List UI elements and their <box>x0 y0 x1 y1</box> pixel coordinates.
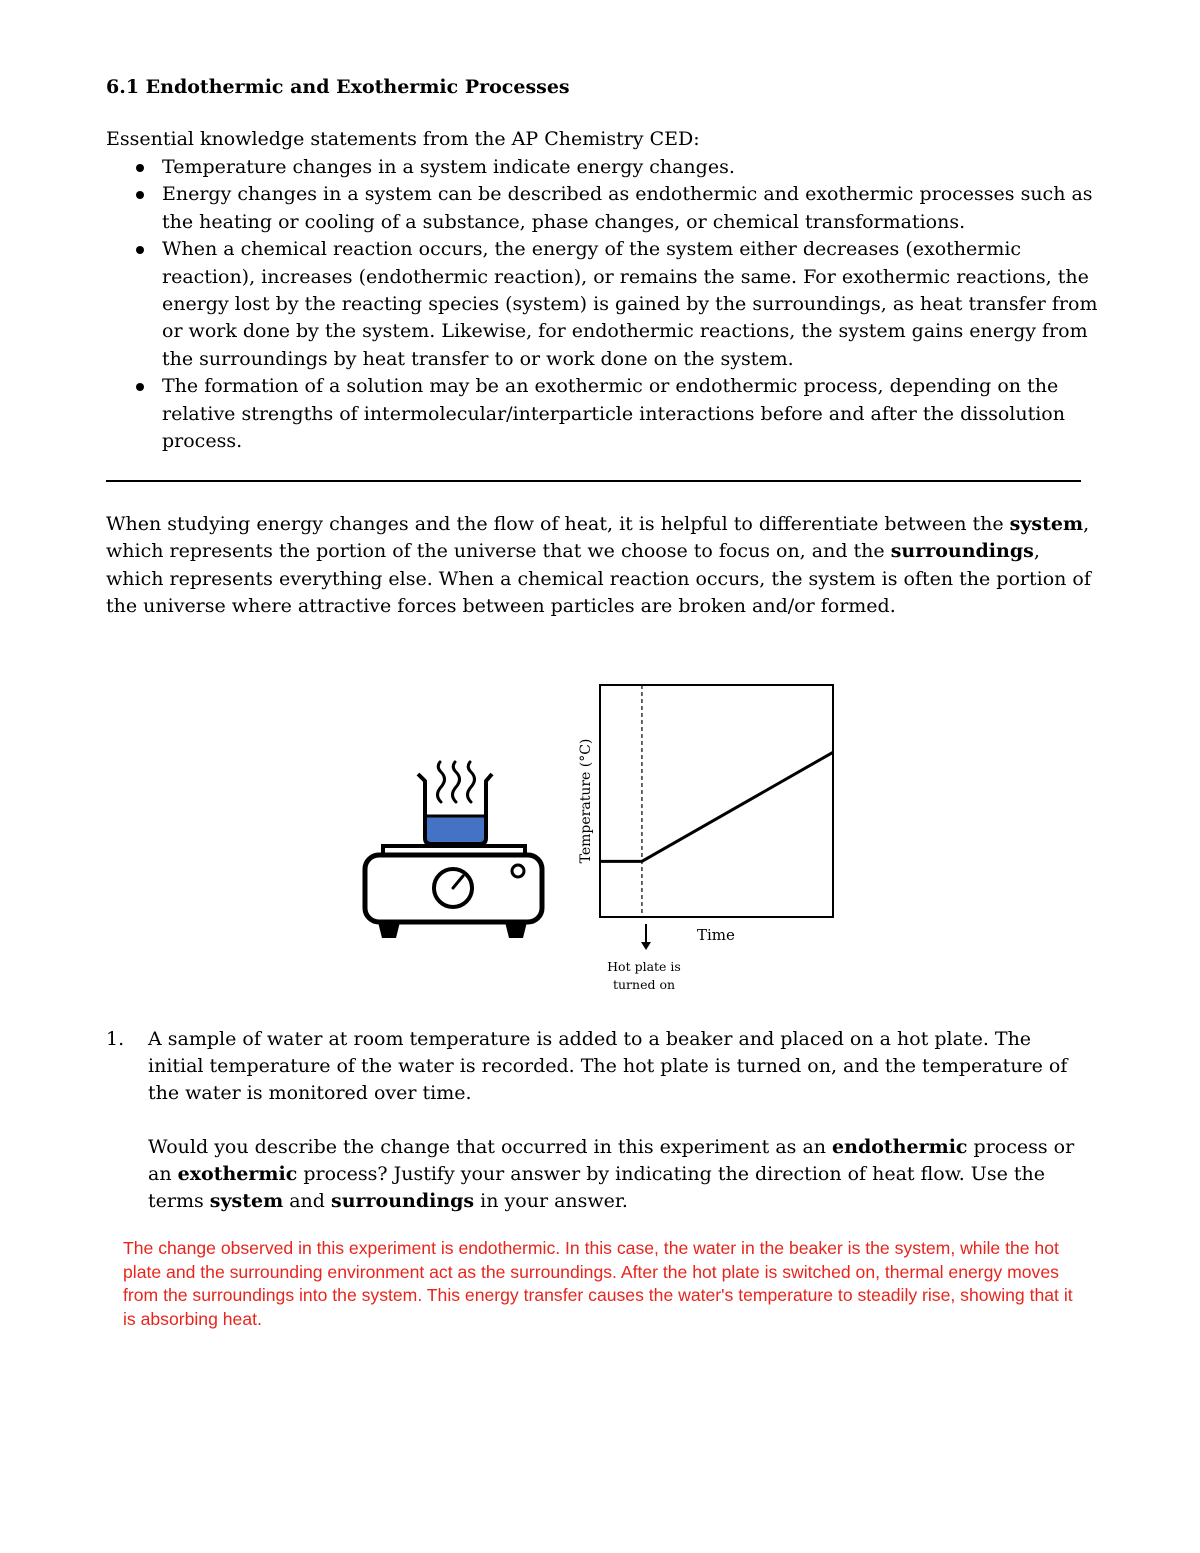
y-axis-label: Temperature (°C) <box>578 738 594 864</box>
bullet-icon <box>136 383 144 391</box>
bullet-icon <box>136 164 144 172</box>
paragraph-text: , which represents the portion of the universe that we choose to focus on, and the <box>106 513 1090 563</box>
prompt-text: Would you describe the change that occurred in this experiment as an <box>148 1136 833 1158</box>
term-endothermic: endothermic <box>832 1136 968 1158</box>
paragraph-text: When studying energy changes and the flow of heat, it is helpful to differentiate between the <box>106 513 1010 535</box>
list-item <box>106 181 1106 236</box>
annotation-line-2: turned on <box>612 977 676 992</box>
temperature-time-graph <box>578 685 833 992</box>
down-arrow-icon <box>641 924 651 950</box>
list-item-text: Energy changes in a system can be described as endothermic and exothermic processes such as the heating or cooling of a substance, phase changes, or chemical transformations. <box>162 183 1093 233</box>
list-item <box>106 373 1106 455</box>
list-item-text: The formation of a solution may be an exothermic or endothermic process, depending on the relative strengths of intermolecular/interparticle interactions before and after the dissolution process. <box>162 375 1065 453</box>
figure-svg <box>360 680 860 1000</box>
system-surroundings-paragraph <box>106 511 1096 621</box>
term-system: system <box>1009 513 1084 535</box>
paragraph-text: , which represents everything else. When a chemical reaction occurs, the system is often the portion of the universe where attractive forces between particles are broken and/or formed. <box>106 540 1091 618</box>
prompt-text: process? Justify your answer by indicating the direction of heat flow. Use the terms <box>148 1163 1045 1212</box>
beaker-icon <box>418 774 492 844</box>
term-system: system <box>209 1190 284 1212</box>
list-item-text: Temperature changes in a system indicate energy changes. <box>162 156 735 178</box>
term-exothermic: exothermic <box>177 1163 298 1185</box>
student-answer: The change observed in this experiment is endothermic. In this case, the water in the beaker is the system, while the hot plate and the surrounding environment act as the surroundings. After the hot plate is switched on, thermal energy moves from the surroundings into the system. This energy transfer causes the water's temperature to steadily rise, showing that it is absorbing heat. <box>123 1238 1073 1329</box>
list-item <box>106 154 1106 181</box>
question-text: A sample of water at room temperature is added to a beaker and placed on a hot plate. The initial temperature of the water is recorded. The hot plate is turned on, and the temperature of the water is monitored over time. <box>148 1028 1068 1104</box>
x-axis-label: Time <box>697 926 735 944</box>
annotation-line-1: Hot plate is <box>607 959 681 974</box>
hot-plate-figure <box>360 680 860 1000</box>
bullet-icon <box>136 246 144 254</box>
question-number: 1. <box>106 1028 125 1050</box>
page-title: 6.1 Endothermic and Exothermic Processes <box>106 76 570 98</box>
list-item <box>106 236 1106 373</box>
prompt-text: and <box>283 1190 331 1212</box>
list-item-text: When a chemical reaction occurs, the energy of the system either decreases (exothermic reaction), increases (endothermic reaction), or remains the same. For exothermic reactions, the energy lost by the reacting species (system) is gained by the surroundings, as heat transfer from or work done by the system. Likewise, for endothermic reactions, the system gains energy from the surroundings by heat transfer to or work done on the system. <box>162 238 1098 370</box>
steam-icon <box>438 762 475 802</box>
prompt-text: in your answer. <box>474 1190 628 1212</box>
prompt-text: process or an <box>148 1136 1075 1185</box>
bullet-icon <box>136 191 144 199</box>
essential-knowledge-intro: Essential knowledge statements from the AP Chemistry CED: <box>106 128 700 150</box>
section-divider <box>106 480 1081 482</box>
question-prompt <box>148 1134 1098 1215</box>
term-surroundings: surroundings <box>331 1190 475 1212</box>
essential-knowledge-list <box>106 154 1106 455</box>
graph-frame <box>600 685 833 917</box>
term-surroundings: surroundings <box>890 540 1034 563</box>
